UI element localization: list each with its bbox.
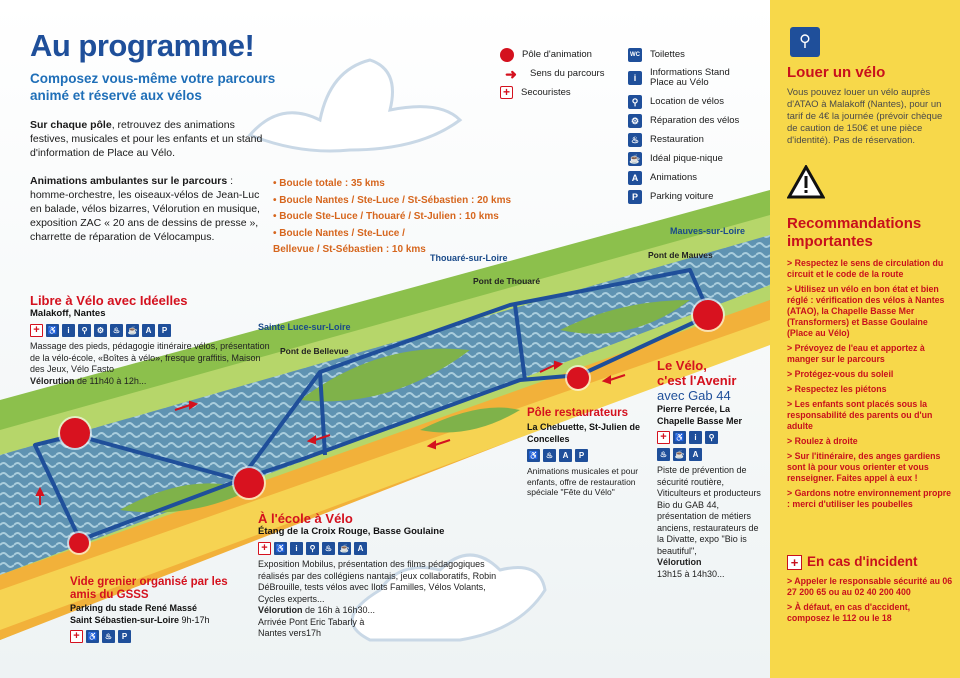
list-item: > Roulez à droite xyxy=(787,436,953,447)
parking-icon: P xyxy=(575,449,588,462)
picnic-icon: ☕ xyxy=(339,544,350,553)
intro-ambulant: Animations ambulantes sur le parcours : homme-orchestre, les oiseaux-vélos de Jean-Luc en balade, vélos bizarres, Vélorution en musique, exposition ZAC « 20 ans de dessins de presse », charrette de réparation de Vélocampus. xyxy=(30,175,260,243)
page-title: Au programme! xyxy=(30,28,255,63)
info-icon: i xyxy=(62,324,75,337)
pole-dot-ecole[interactable] xyxy=(234,468,264,498)
restaurant-icon: ♨ xyxy=(628,133,642,147)
pole-description: Massage des pieds, pédagogie itinéraire vélos, présentation de la vélo-école, «Boîtes à vélo», fresque graffitis, Maison des Jeux, Vélo Fasto xyxy=(30,341,270,374)
intro-poles: Sur chaque pôle, retrouvez des animations festives, musicales et pour les enfants et un stand d'information de Place au Vélo. xyxy=(30,119,263,159)
first-aid-icon: + xyxy=(787,555,802,570)
list-item: > Sur l'itinéraire, des anges gardiens sont là pour vous orienter et vous renseigner. Faites appel à eux ! xyxy=(787,451,953,484)
pole-location-time: Saint Sébastien-sur-Loire 9h-17h xyxy=(70,615,210,625)
first-aid-icon: + xyxy=(500,86,513,99)
page-subtitle: Composez vous-même votre parcours animé et réservé aux vélos xyxy=(30,71,276,103)
pole-libre-a-velo xyxy=(30,293,270,387)
legend-left xyxy=(500,45,604,102)
list-item: > À défaut, en cas d'accident, composez le 112 ou le 18 xyxy=(787,602,953,624)
pole-title: Vide grenier organisé par les amis du GSSS xyxy=(70,576,228,601)
animations-icon: A xyxy=(689,448,702,461)
restaurant-icon: ♨ xyxy=(657,448,670,461)
first-aid-icon: + xyxy=(657,431,670,444)
animations-icon: A xyxy=(142,324,155,337)
pole-velorution: Vélorution de 11h40 à 12h... xyxy=(30,375,147,386)
pole-dot-libre[interactable] xyxy=(60,418,90,448)
pole-location: Parking du stade René Massé xyxy=(70,603,198,613)
pole-location: Étang de la Croix Rouge, Basse Goulaine xyxy=(258,526,445,537)
loop-item: • Boucle totale : 35 kms xyxy=(273,176,511,193)
toilets-icon: WC xyxy=(628,48,642,62)
first-aid-icon: + xyxy=(30,324,43,337)
pole-velorution: Vélorution de 16h à 16h30... xyxy=(258,605,376,615)
pole-icons xyxy=(527,449,657,462)
bike-repair-icon: ⚙ xyxy=(628,114,642,128)
toilets-icon: ♿ xyxy=(87,632,98,641)
legend-item: WC Toilettes xyxy=(630,49,685,60)
legend-item: A Animations xyxy=(628,168,768,187)
pole-icons xyxy=(258,542,498,555)
toilets-icon: ♿ xyxy=(528,451,539,460)
bike-rental-icon: ⚲ xyxy=(705,431,718,444)
bike-rental-icon: ⚲ xyxy=(628,95,642,109)
sidebar xyxy=(770,0,960,678)
legend-item: ☕ Idéal pique-nique xyxy=(629,153,723,164)
first-aid-icon: + xyxy=(258,542,271,555)
picnic-icon: ☕ xyxy=(674,450,685,459)
parking-icon: P xyxy=(158,324,171,337)
pole-description: Exposition Mobilus, présentation des films pédagogiques réalisés par des collégiens nantais, jeux collaboratifs, Robin DéBrouille, tests vélos avec Ilots Familles, Vélos Volants, Cycles experts... xyxy=(258,559,497,604)
pole-icons xyxy=(657,431,767,444)
pole-velo-avenir xyxy=(657,358,767,580)
list-item: > Utilisez un vélo en bon état et bien réglé : vérification des vélos à Nantes (ATAO), la Chapelle Basse Mer (Transformers) et Basse Goulaine (Place au Vélo) xyxy=(787,284,953,339)
pole-title: À l'école à Vélo xyxy=(258,511,353,526)
toilets-icon: ♿ xyxy=(275,544,286,553)
list-item: > Appeler le responsable sécurité au 06 27 200 65 ou au 02 40 200 400 xyxy=(787,576,953,598)
pole-description: Piste de prévention de sécurité routière, Viticulteurs et producteurs Bio du GAB 44, présentation de métiers anciens, restaurateurs de la Divatte, expo "Bio is beautiful", xyxy=(657,465,761,556)
restaurant-icon: ♨ xyxy=(110,324,123,337)
pole-location: La Chebuette, St-Julien de Concelles xyxy=(527,422,641,444)
pole-location: Pierre Percée, La Chapelle Basse Mer xyxy=(657,404,743,426)
legend-item: i Informations Stand Place au Vélo xyxy=(628,64,768,92)
legend-item: P Parking voiture xyxy=(628,187,768,206)
restaurant-icon: ♨ xyxy=(543,449,556,462)
pole-title: Le Vélo, c'est l'Avenir avec Gab 44 xyxy=(657,358,737,403)
info-icon: i xyxy=(689,431,702,444)
legend-item: ⚲ Location de vélos xyxy=(628,92,768,111)
pole-arrival: Arrivée Pont Eric Tabarly à Nantes vers17h xyxy=(258,616,365,638)
parking-icon: P xyxy=(118,630,131,643)
loop-item: • Boucle Ste-Luce / Thouaré / St-Julien : 10 kms xyxy=(273,209,511,226)
pole-restaurateurs xyxy=(527,406,657,498)
pole-dot-restaurateurs[interactable] xyxy=(567,367,589,389)
list-item: > Protégez-vous du soleil xyxy=(787,369,953,380)
info-icon: i xyxy=(290,542,303,555)
bike-rental-icon: ⚲ xyxy=(790,27,820,57)
restaurant-icon: ♨ xyxy=(102,630,115,643)
parking-icon: P xyxy=(628,190,642,204)
bridge-mauves: Pont de Mauves xyxy=(648,250,713,260)
legend-item: + Secouristes xyxy=(500,83,604,102)
legend-item: Pôle d'animation xyxy=(500,45,604,64)
legend-right xyxy=(628,45,768,206)
rent-text: Vous pouvez louer un vélo auprès d'ATAO à Malakoff (Nantes), pour un tarif de 4€ la journée (prévoir chèque de caution de 150€ et une pièce d'identité). Pas de réservation. xyxy=(787,87,943,146)
red-arrow-icon: ➜ xyxy=(505,65,517,82)
toilets-icon: ♿ xyxy=(47,326,58,335)
pole-title: Pôle restaurateurs xyxy=(527,407,628,419)
warning-icon xyxy=(787,165,825,204)
list-item: > Respectez les piétons xyxy=(787,384,953,395)
pole-icons xyxy=(657,448,767,461)
place-thouare: Thouaré-sur-Loire xyxy=(430,253,508,263)
bridge-bellevue: Pont de Bellevue xyxy=(280,346,349,356)
legend-item: ➜ Sens du parcours xyxy=(500,64,604,83)
bridge-thouare: Pont de Thouaré xyxy=(473,276,541,286)
pole-title: Libre à Vélo avec Idéelles xyxy=(30,293,188,308)
bike-repair-icon: ⚙ xyxy=(94,324,107,337)
toilets-icon: ♿ xyxy=(674,433,685,442)
loop-item: • Boucle Nantes / Ste-Luce / Bellevue / St-Sébastien : 10 kms xyxy=(273,226,448,259)
list-item: > Respectez le sens de circulation du circuit et le code de la route xyxy=(787,258,953,280)
picnic-icon: ☕ xyxy=(629,153,641,164)
animations-icon: A xyxy=(354,542,367,555)
incident-title: En cas d'incident xyxy=(807,554,918,569)
bike-rental-icon: ⚲ xyxy=(78,324,91,337)
loop-item: • Boucle Nantes / Ste-Luce / St-Sébastien : 20 kms xyxy=(273,193,511,210)
animations-icon: A xyxy=(559,449,572,462)
legend-item: ♨ Restauration xyxy=(628,130,768,149)
legend-item: ⚙ Réparation des vélos xyxy=(628,111,768,130)
pole-dot-avenir[interactable] xyxy=(693,300,723,330)
bike-rental-icon: ⚲ xyxy=(306,542,319,555)
pole-vide-grenier xyxy=(70,576,245,647)
loop-list xyxy=(273,176,511,259)
place-mauves: Mauves-sur-Loire xyxy=(670,226,746,236)
reco-title: Recommandations importantes xyxy=(787,215,922,250)
list-item: > Prévoyez de l'eau et apportez à manger sur le parcours xyxy=(787,343,953,365)
reco-list xyxy=(787,258,953,514)
pole-ecole-a-velo xyxy=(258,511,498,640)
pole-velorution: Vélorution 13h15 à 14h30... xyxy=(657,557,725,579)
animations-icon: A xyxy=(628,171,642,185)
pole-location: Malakoff, Nantes xyxy=(30,308,106,319)
incident-list xyxy=(787,576,953,628)
list-item: > Gardons notre environnement propre : merci d'utiliser les poubelles xyxy=(787,488,953,510)
pole-dot-vide-grenier[interactable] xyxy=(69,533,89,553)
first-aid-icon: + xyxy=(70,630,83,643)
picnic-icon: ☕ xyxy=(127,326,138,335)
pole-icons xyxy=(30,324,270,337)
place-sainte-luce: Sainte Luce-sur-Loire xyxy=(258,322,351,332)
info-icon: i xyxy=(628,71,642,85)
pole-icons xyxy=(70,630,245,643)
rent-title: Louer un vélo xyxy=(787,64,886,81)
pole-description: Animations musicales et pour enfants, offre de restauration spéciale "Fête du Vélo" xyxy=(527,466,639,497)
restaurant-icon: ♨ xyxy=(322,542,335,555)
list-item: > Les enfants sont placés sous la responsabilité des parents ou d'un adulte xyxy=(787,399,953,432)
red-dot-icon xyxy=(500,48,514,62)
